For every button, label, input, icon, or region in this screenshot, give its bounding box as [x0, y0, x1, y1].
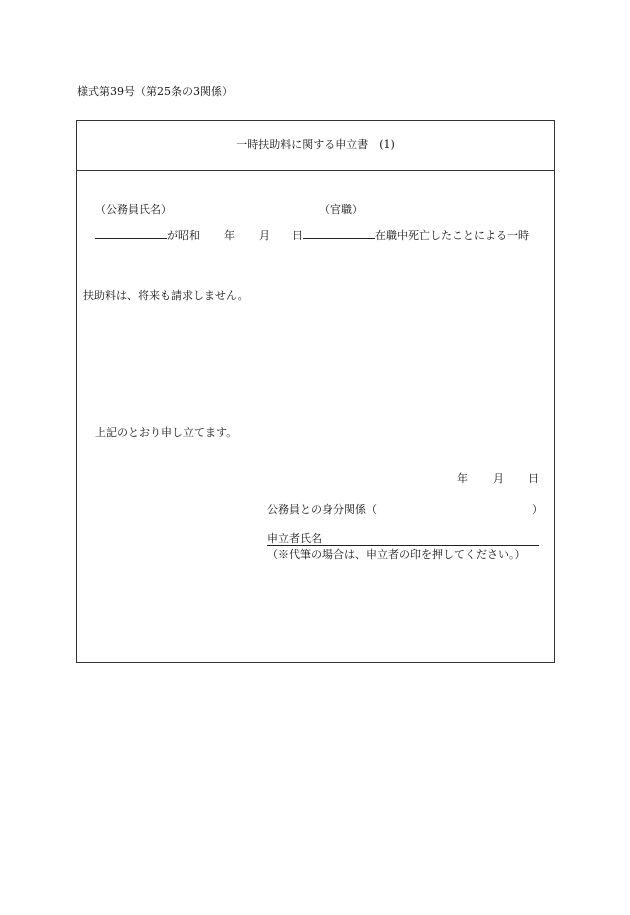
day-blank[interactable]: [270, 228, 292, 239]
application-form: [76, 120, 555, 663]
era-text: が昭和: [167, 229, 200, 242]
date-month-label: 月: [493, 472, 504, 485]
relationship-close: ）: [532, 503, 543, 516]
relationship-input[interactable]: [380, 501, 530, 517]
year-label: 年: [224, 229, 235, 242]
day-label: 日: [292, 229, 303, 242]
applicant-name-label: 申立者氏名: [267, 532, 322, 545]
form-title: 一時扶助料に関する申立書 (1): [236, 138, 395, 151]
date-year-label: 年: [457, 472, 468, 485]
relationship-label: 公務員との身分関係（: [267, 503, 377, 516]
position-blank[interactable]: [303, 227, 375, 239]
declaration-text: 上記のとおり申し立てます。: [95, 426, 238, 439]
month-blank[interactable]: [235, 228, 259, 239]
continuation-text: 在職中死亡したことによる一時: [375, 229, 529, 242]
official-name-blank[interactable]: [95, 227, 167, 239]
proxy-note: （※代筆の場合は、申立者の印を押してください。）: [267, 548, 526, 561]
statement-line-2: 扶助料は、将来も請求しません。: [83, 289, 249, 302]
applicant-name-input[interactable]: [327, 529, 537, 545]
official-name-label: （公務員氏名）: [95, 203, 172, 216]
year-blank[interactable]: [200, 228, 224, 239]
month-label: 月: [259, 229, 270, 242]
form-number: 様式第39号（第25条の3関係）: [77, 85, 233, 98]
applicant-signature-line: [267, 545, 539, 546]
official-position-label: （官職）: [319, 203, 363, 216]
statement-line-1: [95, 227, 529, 241]
title-row: [77, 121, 554, 171]
date-day-label: 日: [528, 472, 539, 485]
